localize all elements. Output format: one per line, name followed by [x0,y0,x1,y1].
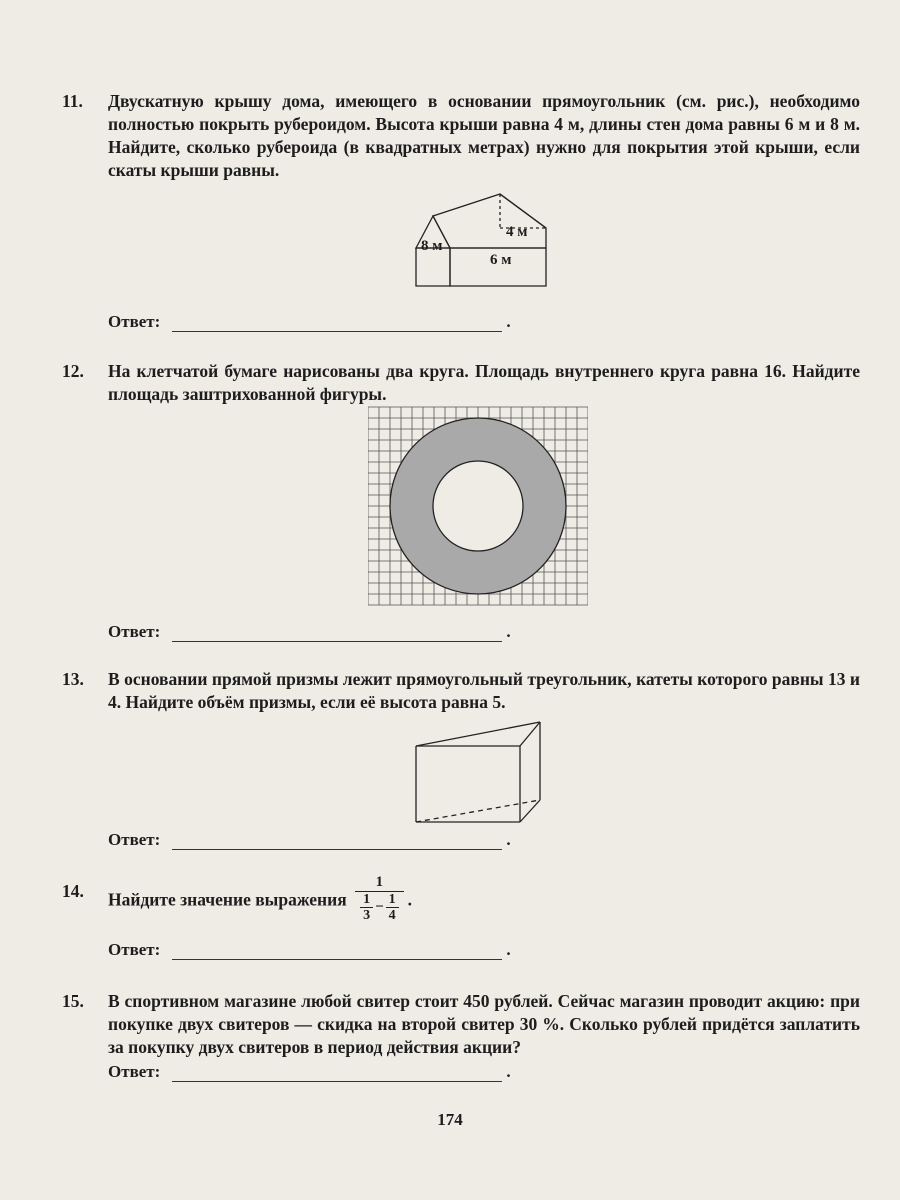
prism-figure [410,716,550,828]
problem-12 [62,360,860,410]
two-circles-grid-figure [368,406,588,608]
expression-denominator [355,892,404,923]
problem-number: 12. [62,361,84,381]
problem-11 [62,90,860,190]
answer-label: Ответ: [108,830,161,849]
problem-text: В спортивном магазине любой свитер стоит 450 рублей. Сейчас магазин проводит акцию: при покупке двух свитеров — скидка на второй свитер 30 %. Сколько рублей придётся заплатить за покупку двух свитеров в период действия акции? [108,991,860,1057]
answer-label: Ответ: [108,312,161,331]
answer-15: Ответ: . [108,1062,511,1081]
problem-15 [62,990,860,1060]
height-label: 4 м [506,224,528,240]
answer-label: Ответ: [108,1062,161,1081]
problem-number: 11. [62,91,83,111]
inner-fraction-b: $\frac{1}{4}$ [386,892,399,923]
expression-numerator: 1 [355,874,404,892]
problem-number: 15. [62,991,84,1011]
problem-13 [62,668,860,718]
minus-sign: − [375,898,384,915]
problem-14 [62,874,860,940]
side-bottom-label: 6 м [490,252,512,268]
answer-input-line[interactable] [172,831,502,850]
answer-12: Ответ: . [108,622,511,641]
problem-number: 13. [62,669,84,689]
problem-text: На клетчатой бумаге нарисованы два круга. Площадь внутреннего круга равна 16. Найдите площадь заштрихованной фигуры. [108,361,860,404]
answer-label: Ответ: [108,940,161,959]
problem-text-line: Найдите значение выражения 1 $\frac{1}{3}$ − $\frac{1}{4}$ . [108,874,412,923]
answer-11: Ответ: . [108,312,511,331]
expression-fraction [355,874,404,923]
problem-text: Двускатную крышу дома, имеющего в основании прямоугольник (см. рис.), необходимо полностью покрыть рубероидом. Высота крыши равна 4 м, длины стен дома равны 6 м и 8 м. Найдите, сколько рубероида (в квадратных метрах) нужно для покрытия этой крыши, если скаты крыши равны. [108,91,860,180]
answer-input-line[interactable] [172,313,502,332]
inner-circle [433,461,523,551]
house-roof-figure [410,188,570,292]
page-number: 174 [437,1110,463,1129]
answer-input-line[interactable] [172,623,502,642]
answer-label: Ответ: [108,622,161,641]
answer-input-line[interactable] [172,1063,502,1082]
problem-number: 14. [62,881,84,901]
problem-text: Найдите значение выражения [108,889,347,910]
answer-14: Ответ: . [108,940,511,959]
answer-input-line[interactable] [172,941,502,960]
answer-13: Ответ: . [108,830,511,849]
problem-text: В основании прямой призмы лежит прямоугольный треугольник, катеты которого равны 13 и 4. Найдите объём призмы, если её высота равна 5. [108,669,860,712]
side-left-label: 8 м [421,238,443,254]
inner-fraction-a: $\frac{1}{3}$ [360,892,373,923]
